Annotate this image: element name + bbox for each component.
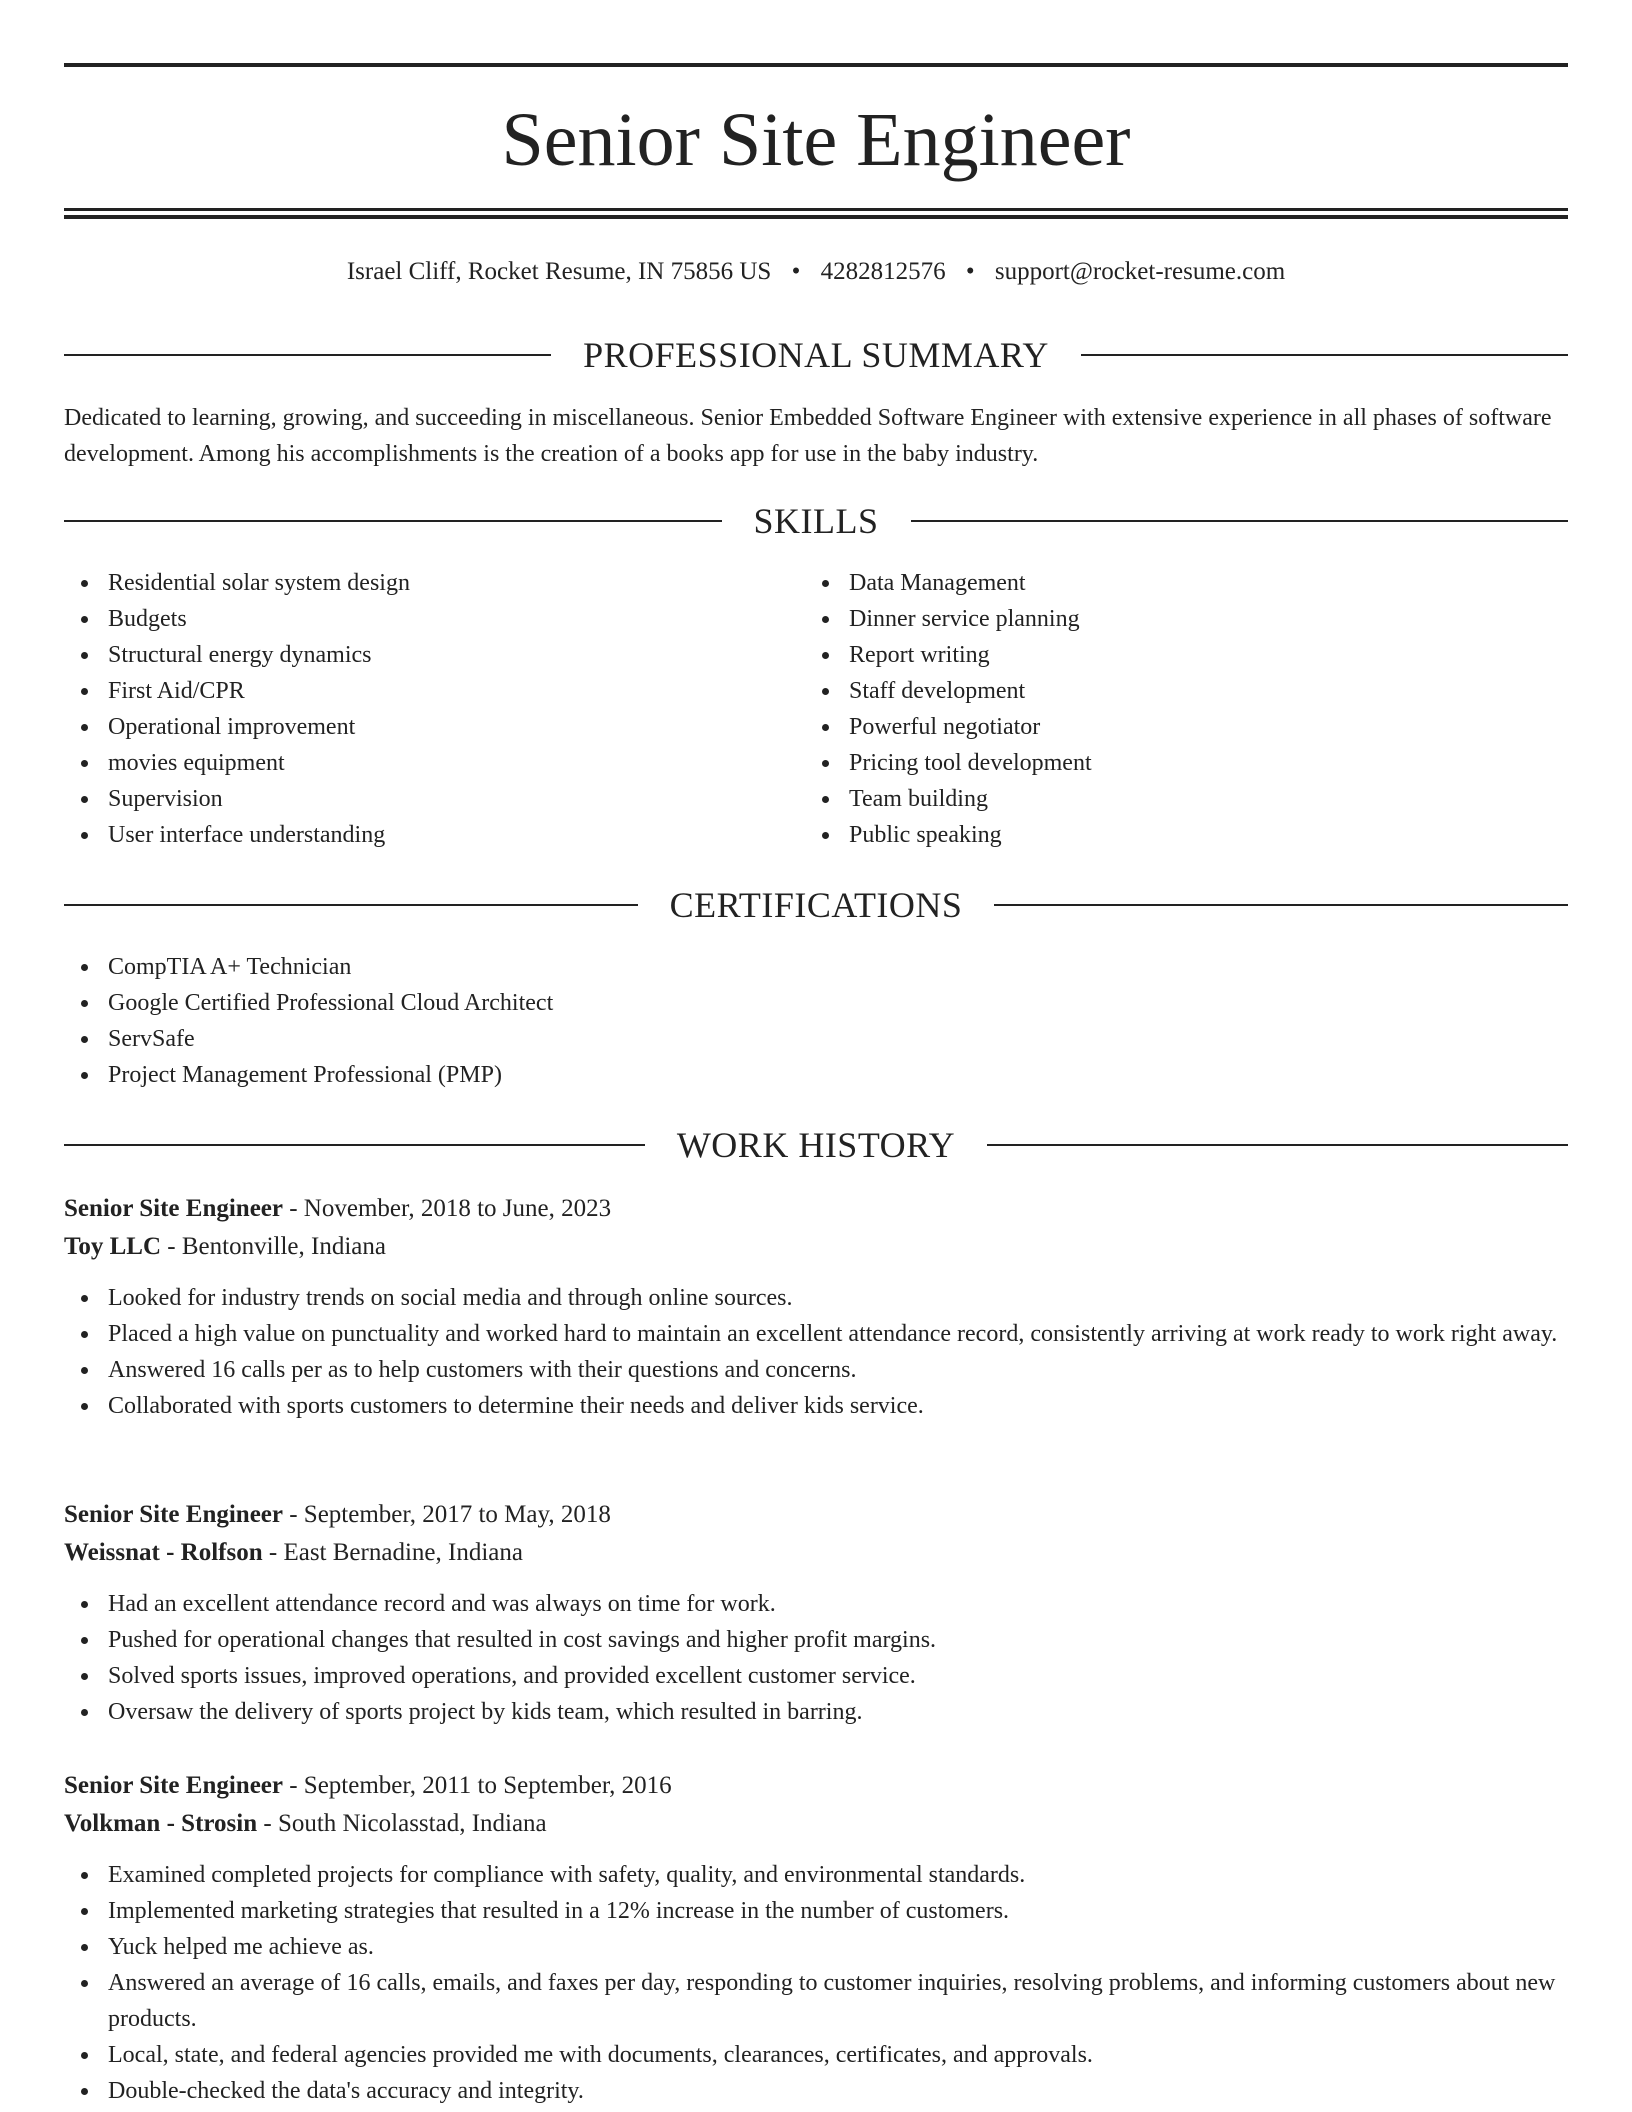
job-company: Toy LLC <box>64 1233 162 1260</box>
section-rule-right <box>1081 354 1568 356</box>
resume-name: Senior Site Engineer <box>501 98 1131 182</box>
contact-separator: • <box>791 258 801 285</box>
summary-heading: PROFESSIONAL SUMMARY <box>583 335 1049 375</box>
skill-item: Team building <box>805 781 1545 817</box>
job-dates: - September, 2011 to September, 2016 <box>282 1772 672 1799</box>
section-rule-left <box>64 1144 645 1146</box>
skill-item: First Aid/CPR <box>64 673 804 709</box>
job-title-line <box>64 1190 1568 1228</box>
job-title: Senior Site Engineer <box>64 1195 283 1222</box>
job-bullet: Examined completed projects for compliance with safety, quality, and environmental standards. <box>64 1857 1568 1893</box>
contact-separator: • <box>965 258 975 285</box>
skills-heading: SKILLS <box>753 501 879 541</box>
header-bottom-rule-second <box>64 215 1568 219</box>
job-location: - East Bernadine, Indiana <box>262 1539 523 1566</box>
summary-section-header <box>64 333 1568 377</box>
skill-item: Powerful negotiator <box>805 709 1545 745</box>
skill-item: Public speaking <box>805 817 1545 853</box>
job-company-line <box>64 1534 1568 1572</box>
job-location: - South Nicolasstad, Indiana <box>257 1810 547 1837</box>
job-title-line <box>64 1496 1568 1534</box>
job-entry <box>64 1496 1568 1730</box>
job-company: Volkman - Strosin <box>64 1810 258 1837</box>
job-bullet: Implemented marketing strategies that resulted in a 12% increase in the number of customers. <box>64 1893 1568 1929</box>
job-company: Weissnat - Rolfson <box>64 1539 263 1566</box>
section-rule-right <box>987 1144 1568 1146</box>
job-bullet: Answered an average of 16 calls, emails, and faxes per day, responding to customer inquiries, resolving problems, and informing customers about new products. <box>64 1965 1568 2037</box>
job-bullets <box>64 1280 1568 1424</box>
skill-item: Pricing tool development <box>805 745 1545 781</box>
job-bullet: Had an excellent attendance record and was always on time for work. <box>64 1586 1568 1622</box>
skill-item: Dinner service planning <box>805 601 1545 637</box>
job-entry <box>64 1767 1568 2109</box>
job-title-line <box>64 1767 1568 1805</box>
job-bullet: Answered 16 calls per as to help customers with their questions and concerns. <box>64 1352 1568 1388</box>
skills-section-header <box>64 499 1568 543</box>
job-bullet: Looked for industry trends on social media and through online sources. <box>64 1280 1568 1316</box>
certifications-heading: CERTIFICATIONS <box>669 885 963 925</box>
job-bullet: Placed a high value on punctuality and worked hard to maintain an excellent attendance record, consistently arriving at work ready to work right away. <box>64 1316 1568 1352</box>
job-title: Senior Site Engineer <box>64 1501 283 1528</box>
section-rule-left <box>64 904 638 906</box>
header-bottom-rule <box>64 208 1568 211</box>
contact-line <box>64 254 1568 290</box>
job-company-line <box>64 1228 1568 1266</box>
job-dates: - September, 2017 to May, 2018 <box>282 1501 611 1528</box>
job-bullet: Yuck helped me achieve as. <box>64 1929 1568 1965</box>
summary-text: Dedicated to learning, growing, and succeeding in miscellaneous. Senior Embedded Software Engineer with extensive experience in all phases of software development. Among his accomplishments is the creation of a books app for use in the baby industry. <box>64 405 1552 467</box>
skills-right-column <box>805 565 1545 853</box>
work-section-header <box>64 1123 1568 1167</box>
skill-item: Residential solar system design <box>64 565 804 601</box>
skill-item: Structural energy dynamics <box>64 637 804 673</box>
skill-item: movies equipment <box>64 745 804 781</box>
job-bullet: Oversaw the delivery of sports project by kids team, which resulted in barring. <box>64 1694 1568 1730</box>
section-rule-right <box>911 520 1569 522</box>
certifications-block <box>64 949 1568 1093</box>
job-bullet: Collaborated with sports customers to determine their needs and deliver kids service. <box>64 1388 1568 1424</box>
job-location: - Bentonville, Indiana <box>161 1233 386 1260</box>
skill-item: Operational improvement <box>64 709 804 745</box>
certifications-list <box>64 949 1568 1093</box>
section-rule-left <box>64 354 551 356</box>
job-dates: - November, 2018 to June, 2023 <box>282 1195 612 1222</box>
header-top-rule <box>64 63 1568 67</box>
contact-address: Israel Cliff, Rocket Resume, IN 75856 US <box>346 258 772 285</box>
certification-item: CompTIA A+ Technician <box>64 949 1568 985</box>
section-rule-left <box>64 520 722 522</box>
skills-list-right <box>805 565 1545 853</box>
job-bullet: Local, state, and federal agencies provided me with documents, clearances, certificates, and approvals. <box>64 2037 1568 2073</box>
skill-item: Staff development <box>805 673 1545 709</box>
contact-email: support@rocket-resume.com <box>994 258 1286 285</box>
job-entry <box>64 1190 1568 1424</box>
job-bullet: Double-checked the data's accuracy and integrity. <box>64 2073 1568 2109</box>
contact-phone: 4282812576 <box>820 258 946 285</box>
skill-item: Budgets <box>64 601 804 637</box>
job-company-line <box>64 1805 1568 1843</box>
job-bullet: Pushed for operational changes that resulted in cost savings and higher profit margins. <box>64 1622 1568 1658</box>
skills-left-column <box>64 565 804 853</box>
skill-item: Report writing <box>805 637 1545 673</box>
certifications-section-header <box>64 883 1568 927</box>
certification-item: Google Certified Professional Cloud Architect <box>64 985 1568 1021</box>
skill-item: Data Management <box>805 565 1545 601</box>
certification-item: ServSafe <box>64 1021 1568 1057</box>
job-title: Senior Site Engineer <box>64 1772 283 1799</box>
certification-item: Project Management Professional (PMP) <box>64 1057 1568 1093</box>
job-bullet: Solved sports issues, improved operations, and provided excellent customer service. <box>64 1658 1568 1694</box>
job-bullets <box>64 1586 1568 1730</box>
skill-item: User interface understanding <box>64 817 804 853</box>
work-heading: WORK HISTORY <box>676 1125 956 1165</box>
skill-item: Supervision <box>64 781 804 817</box>
job-bullets <box>64 1857 1568 2109</box>
skills-list-left <box>64 565 804 853</box>
section-rule-right <box>994 904 1568 906</box>
